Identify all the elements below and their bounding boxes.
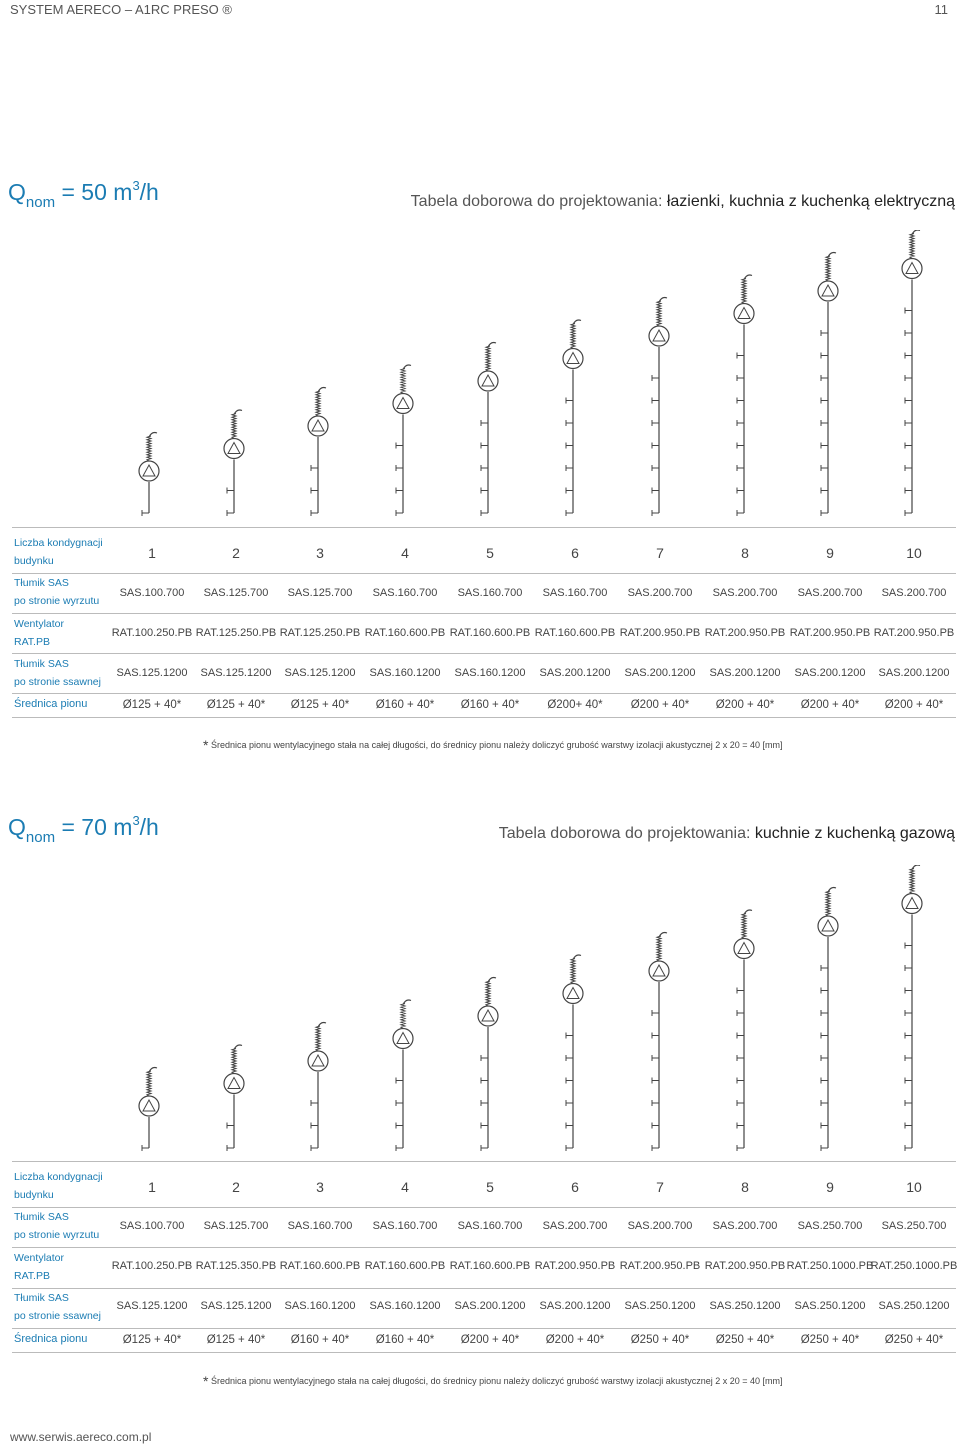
flexible-duct — [316, 391, 320, 416]
fan-cell: RAT.200.950.PB — [704, 627, 786, 639]
riser-5 — [478, 978, 498, 1152]
riser-diameter-cell: Ø200 + 40* — [630, 699, 690, 711]
floor-count: 8 — [741, 1179, 749, 1195]
flexible-duct — [571, 959, 575, 984]
footer-url: www.serwis.aereco.com.pl — [10, 1430, 152, 1444]
flexible-duct — [910, 869, 914, 894]
row-label-inlet-silencer: Tłumik SAS po stronie ssawnej — [14, 1292, 101, 1322]
row-label-fan: Wentylator RAT.PB — [14, 618, 64, 648]
outlet-silencer-cell: SAS.125.700 — [287, 587, 353, 599]
floor-count: 5 — [486, 545, 494, 561]
floor-count: 2 — [232, 1179, 240, 1195]
fan-cell: RAT.200.950.PB — [789, 627, 871, 639]
floor-count: 8 — [741, 545, 749, 561]
floor-count: 1 — [148, 545, 156, 561]
outlet-silencer-cell: SAS.200.700 — [797, 587, 863, 599]
inlet-silencer-cell: SAS.160.1200 — [454, 667, 526, 679]
riser-diameter-cell: Ø200 + 40* — [715, 699, 775, 711]
inlet-silencer-cell: SAS.250.1200 — [794, 1300, 866, 1312]
inlet-silencer-cell: SAS.125.1200 — [116, 1300, 188, 1312]
selection-table-title-2: Tabela doborowa do projektowania: kuchnie z kuchenką gazową — [498, 825, 955, 842]
inlet-silencer-cell: SAS.200.1200 — [709, 667, 781, 679]
inlet-silencer-cell: SAS.160.1200 — [284, 1300, 356, 1312]
riser-diameter-cell: Ø125 + 40* — [122, 1334, 182, 1346]
riser-7 — [649, 933, 669, 1152]
table-rule — [12, 527, 956, 528]
outlet-silencer-cell: SAS.125.700 — [203, 587, 269, 599]
riser-8 — [734, 910, 754, 1151]
fan-cell: RAT.160.600.PB — [534, 627, 616, 639]
outlet-silencer-cell: SAS.250.700 — [881, 1220, 947, 1232]
inlet-silencer-cell: SAS.125.1200 — [200, 667, 272, 679]
floor-count: 5 — [486, 1179, 494, 1195]
floor-count: 4 — [401, 545, 409, 561]
inlet-silencer-cell: SAS.125.1200 — [200, 1300, 272, 1312]
floor-count: 1 — [148, 1179, 156, 1195]
fan-cell: RAT.200.950.PB — [873, 627, 955, 639]
selection-table-title-1: Tabela doborowa do projektowania: łazienki, kuchnia z kuchenką elektryczną — [410, 193, 955, 210]
fan-cell: RAT.100.250.PB — [111, 1260, 193, 1272]
row-label-floors: Liczba kondygnacji budynku — [14, 537, 103, 567]
row-label-inlet-silencer: Tłumik SAS po stronie ssawnej — [14, 658, 101, 688]
outlet-silencer-cell: SAS.100.700 — [119, 1220, 185, 1232]
inlet-silencer-cell: SAS.200.1200 — [878, 667, 950, 679]
riser-diameter-cell: Ø200+ 40* — [547, 699, 603, 711]
flexible-duct — [232, 414, 236, 439]
riser-diameter-cell: Ø160 + 40* — [375, 1334, 435, 1346]
inlet-silencer-cell: SAS.250.1200 — [709, 1300, 781, 1312]
inlet-silencer-cell: SAS.160.1200 — [369, 667, 441, 679]
fan-cell: RAT.125.350.PB — [195, 1260, 277, 1272]
flexible-duct — [486, 981, 490, 1006]
riser-diameter-cell: Ø125 + 40* — [206, 699, 266, 711]
inlet-silencer-cell: SAS.125.1200 — [284, 667, 356, 679]
flexible-duct — [910, 234, 914, 259]
riser-4 — [393, 1000, 413, 1151]
page-header — [0, 0, 960, 30]
row-label-outlet-silencer: Tłumik SAS po stronie wyrzutu — [14, 1211, 100, 1241]
inlet-silencer-cell: SAS.160.1200 — [369, 1300, 441, 1312]
riser-diameter-cell: Ø125 + 40* — [290, 699, 350, 711]
flexible-duct — [826, 891, 830, 916]
fan-cell: RAT.200.950.PB — [619, 1260, 701, 1272]
riser-1 — [139, 433, 159, 517]
outlet-silencer-cell: SAS.125.700 — [203, 1220, 269, 1232]
footnote-2: * Średnica pionu wentylacyjnego stała na całej długości, do średnicy pionu należy doliczyć grubość warstwy izolacji akustycznej 2 x 20 = 40 [mm] — [203, 1373, 783, 1389]
fan-cell: RAT.200.950.PB — [619, 627, 701, 639]
footnote-1: * Średnica pionu wentylacyjnego stała na całej długości, do średnicy pionu należy doliczyć grubość warstwy izolacji akustycznej 2 x 20 = 40 [mm] — [203, 737, 783, 753]
table-rule — [12, 1352, 956, 1353]
inlet-silencer-cell: SAS.200.1200 — [624, 667, 696, 679]
fan-cell: RAT.250.1000.PB — [786, 1260, 874, 1272]
riser-10 — [902, 230, 922, 516]
flexible-duct — [147, 1071, 151, 1096]
outlet-silencer-cell: SAS.160.700 — [457, 587, 523, 599]
flexible-duct — [401, 1004, 405, 1029]
fan-cell: RAT.160.600.PB — [449, 1260, 531, 1272]
floor-count: 10 — [906, 1179, 922, 1195]
fan-cell: RAT.200.950.PB — [704, 1260, 786, 1272]
row-label-diameter: Średnica pionu — [14, 1333, 88, 1345]
riser-8 — [734, 275, 754, 516]
flexible-duct — [657, 301, 661, 326]
table-rule — [12, 1328, 956, 1329]
flexible-duct — [742, 914, 746, 939]
riser-7 — [649, 298, 669, 517]
outlet-silencer-cell: SAS.160.700 — [372, 587, 438, 599]
floor-count: 4 — [401, 1179, 409, 1195]
row-label-fan: Wentylator RAT.PB — [14, 1252, 64, 1282]
fan-cell: RAT.200.950.PB — [534, 1260, 616, 1272]
fan-cell: RAT.160.600.PB — [279, 1260, 361, 1272]
table-rule — [12, 1161, 956, 1162]
page-number: 11 — [934, 2, 948, 17]
outlet-silencer-cell: SAS.250.700 — [797, 1220, 863, 1232]
riser-diameter-cell: Ø160 + 40* — [460, 699, 520, 711]
inlet-silencer-cell: SAS.125.1200 — [116, 667, 188, 679]
floor-count: 7 — [656, 1179, 664, 1195]
flexible-duct — [401, 369, 405, 394]
riser-diameter-cell: Ø250 + 40* — [884, 1334, 944, 1346]
inlet-silencer-cell: SAS.250.1200 — [878, 1300, 950, 1312]
table-rule — [12, 1247, 956, 1248]
riser-3 — [308, 1023, 328, 1152]
riser-diameter-cell: Ø125 + 40* — [122, 699, 182, 711]
riser-9 — [818, 253, 838, 517]
flexible-duct — [657, 936, 661, 961]
riser-5 — [478, 343, 498, 517]
outlet-silencer-cell: SAS.200.700 — [712, 1220, 778, 1232]
riser-diagram-1 — [0, 230, 960, 525]
row-label-diameter: Średnica pionu — [14, 698, 88, 710]
fan-cell: RAT.160.600.PB — [364, 627, 446, 639]
flow-rate-title-2: $Q_{nom} = 70$ $m^3/h$ — [8, 813, 159, 846]
outlet-silencer-cell: SAS.100.700 — [119, 587, 185, 599]
floor-count: 6 — [571, 1179, 579, 1195]
outlet-silencer-cell: SAS.160.700 — [457, 1220, 523, 1232]
flexible-duct — [147, 436, 151, 461]
fan-cell: RAT.125.250.PB — [195, 627, 277, 639]
document-title: SYSTEM AERECO – A1RC PRESO ® — [10, 2, 232, 17]
table-rule — [12, 1288, 956, 1289]
row-label-outlet-silencer: Tłumik SAS po stronie wyrzutu — [14, 577, 100, 607]
flexible-duct — [232, 1049, 236, 1074]
table-rule — [12, 653, 956, 654]
table-rule — [12, 573, 956, 574]
riser-diameter-cell: Ø250 + 40* — [715, 1334, 775, 1346]
table-rule — [12, 613, 956, 614]
riser-diameter-cell: Ø200 + 40* — [800, 699, 860, 711]
riser-diameter-cell: Ø160 + 40* — [375, 699, 435, 711]
riser-diameter-cell: Ø250 + 40* — [630, 1334, 690, 1346]
riser-3 — [308, 388, 328, 517]
table-rule — [12, 717, 956, 718]
riser-1 — [139, 1068, 159, 1152]
outlet-silencer-cell: SAS.200.700 — [881, 587, 947, 599]
riser-diameter-cell: Ø200 + 40* — [460, 1334, 520, 1346]
floor-count: 2 — [232, 545, 240, 561]
riser-9 — [818, 888, 838, 1152]
outlet-silencer-cell: SAS.200.700 — [712, 587, 778, 599]
outlet-silencer-cell: SAS.160.700 — [287, 1220, 353, 1232]
flexible-duct — [742, 279, 746, 304]
flow-rate-title-1: $Q_{nom} = 50$ $m^3/h$ — [8, 178, 159, 211]
riser-10 — [902, 865, 922, 1151]
riser-diameter-cell: Ø250 + 40* — [800, 1334, 860, 1346]
outlet-silencer-cell: SAS.200.700 — [627, 1220, 693, 1232]
outlet-silencer-cell: SAS.200.700 — [542, 1220, 608, 1232]
floor-count: 10 — [906, 545, 922, 561]
inlet-silencer-cell: SAS.200.1200 — [794, 667, 866, 679]
fan-cell: RAT.100.250.PB — [111, 627, 193, 639]
floor-count: 7 — [656, 545, 664, 561]
table-rule — [12, 693, 956, 694]
flexible-duct — [486, 346, 490, 371]
inlet-silencer-cell: SAS.200.1200 — [454, 1300, 526, 1312]
table-rule — [12, 1207, 956, 1208]
riser-diagram-2 — [0, 865, 960, 1160]
inlet-silencer-cell: SAS.200.1200 — [539, 1300, 611, 1312]
floor-count: 9 — [826, 545, 834, 561]
row-label-floors: Liczba kondygnacji budynku — [14, 1171, 103, 1201]
riser-4 — [393, 365, 413, 516]
floor-count: 3 — [316, 545, 324, 561]
fan-cell: RAT.160.600.PB — [449, 627, 531, 639]
fan-cell: RAT.160.600.PB — [364, 1260, 446, 1272]
outlet-silencer-cell: SAS.160.700 — [372, 1220, 438, 1232]
floor-count: 6 — [571, 545, 579, 561]
flexible-duct — [571, 324, 575, 349]
flexible-duct — [316, 1026, 320, 1051]
flexible-duct — [826, 256, 830, 281]
fan-cell: RAT.125.250.PB — [279, 627, 361, 639]
riser-6 — [563, 320, 583, 516]
riser-diameter-cell: Ø125 + 40* — [206, 1334, 266, 1346]
riser-diameter-cell: Ø200 + 40* — [545, 1334, 605, 1346]
inlet-silencer-cell: SAS.250.1200 — [624, 1300, 696, 1312]
riser-6 — [563, 955, 583, 1151]
inlet-silencer-cell: SAS.200.1200 — [539, 667, 611, 679]
riser-diameter-cell: Ø200 + 40* — [884, 699, 944, 711]
riser-2 — [224, 410, 244, 516]
outlet-silencer-cell: SAS.160.700 — [542, 587, 608, 599]
outlet-silencer-cell: SAS.200.700 — [627, 587, 693, 599]
floor-count: 3 — [316, 1179, 324, 1195]
riser-2 — [224, 1045, 244, 1151]
fan-cell: RAT.250.1000.PB — [870, 1260, 958, 1272]
floor-count: 9 — [826, 1179, 834, 1195]
riser-diameter-cell: Ø160 + 40* — [290, 1334, 350, 1346]
